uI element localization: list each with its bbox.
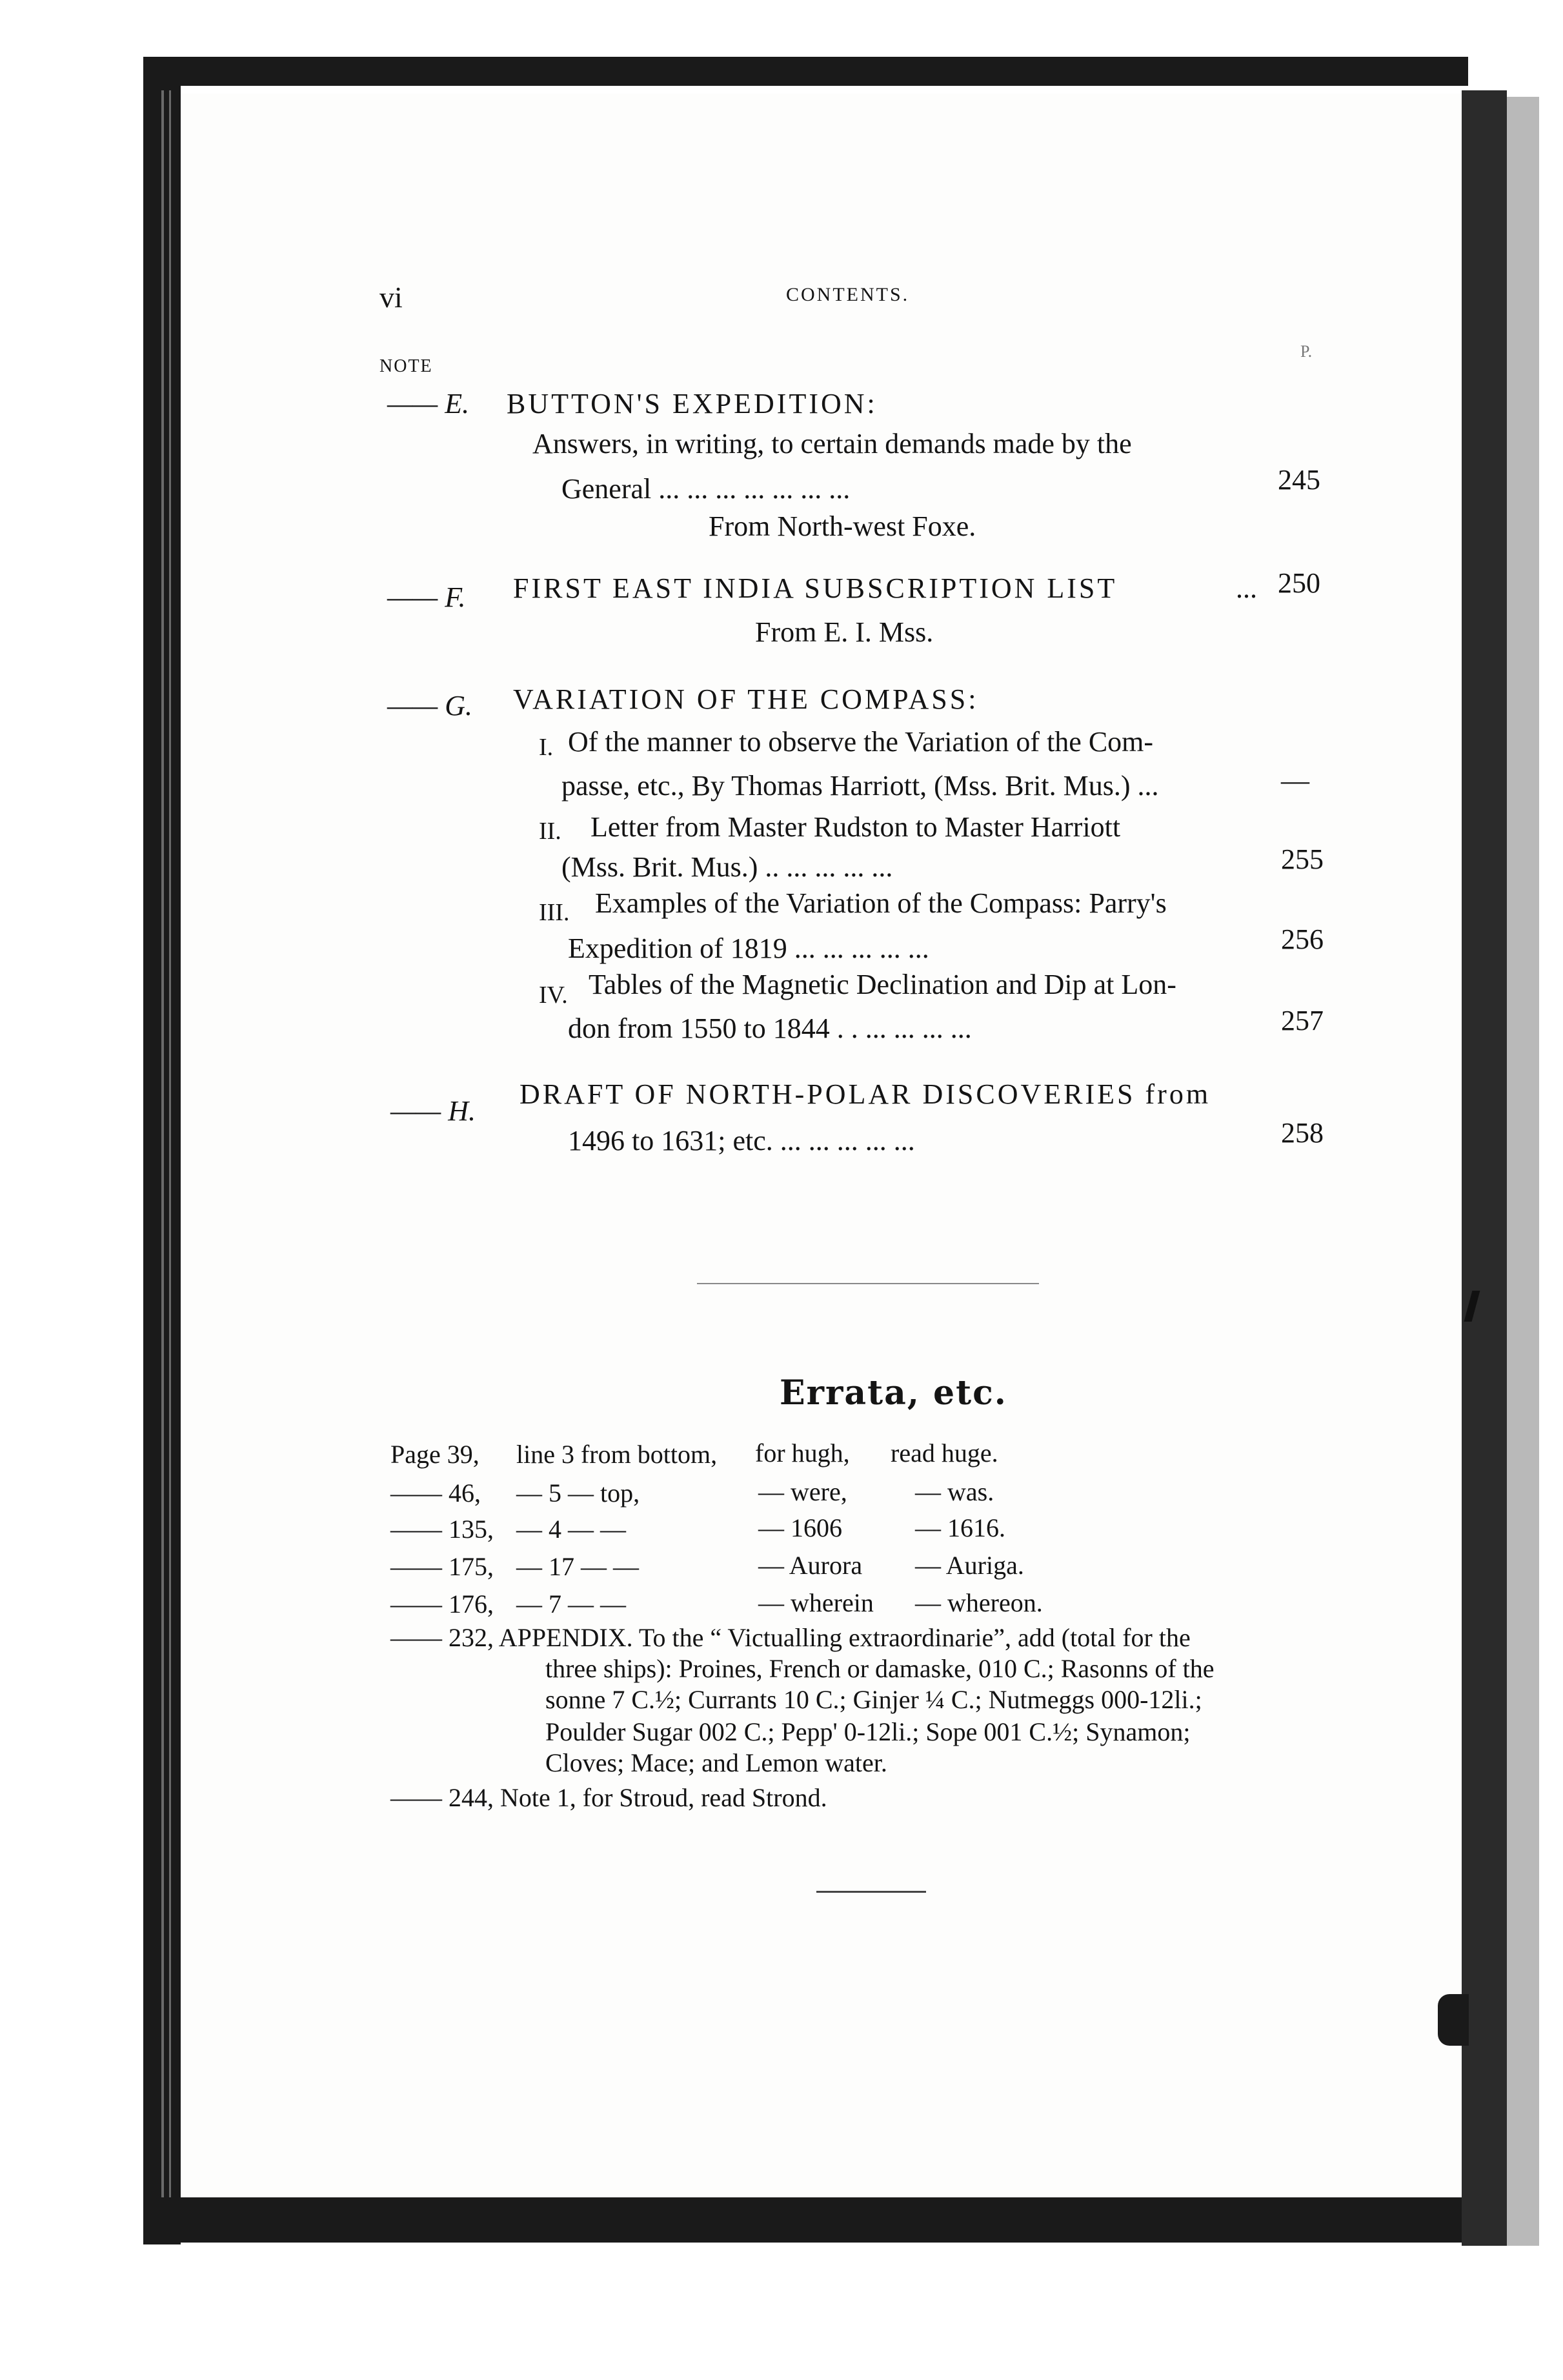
running-title: CONTENTS. bbox=[786, 284, 910, 305]
note-g-item3-num: III. bbox=[539, 899, 570, 926]
errata-row-line: — 4 — — bbox=[516, 1515, 626, 1544]
note-g-item3-line2: Expedition of 1819 ... ... ... ... ... bbox=[568, 933, 929, 964]
note-f-source: From E. I. Mss. bbox=[755, 616, 934, 648]
note-g-item1-num: I. bbox=[539, 734, 554, 761]
note-f-page: 250 bbox=[1278, 567, 1320, 599]
errata-last-line: —— 244, Note 1, for Stroud, read Strond. bbox=[390, 1783, 827, 1812]
note-e-source: From North-west Foxe. bbox=[709, 510, 976, 542]
scan-frame-bottom bbox=[143, 2197, 1473, 2243]
note-h-marker: —— H. bbox=[390, 1095, 476, 1127]
note-g-item2-page: 255 bbox=[1281, 843, 1324, 875]
section-divider bbox=[697, 1283, 1039, 1284]
errata-row-page: —— 175, bbox=[390, 1552, 494, 1581]
note-g-item4-num: IV. bbox=[539, 982, 568, 1009]
errata-row-read: — 1616. bbox=[915, 1513, 1005, 1542]
errata-appendix-line: three ships): Proines, French or damaske, 010 C.; Rasonns of the bbox=[545, 1654, 1215, 1683]
right-page-shadow bbox=[1507, 97, 1539, 2246]
errata-row-page: —— 46, bbox=[390, 1478, 481, 1508]
errata-appendix-line: sonne 7 C.½; Currants 10 C.; Ginjer ¼ C.; Nutmeggs 000-12li.; bbox=[545, 1685, 1202, 1714]
column-page-label: P. bbox=[1300, 342, 1313, 361]
errata-row-read: read huge. bbox=[891, 1438, 998, 1467]
errata-heading: Errata, etc. bbox=[780, 1373, 1007, 1413]
note-g-item1-page: — bbox=[1281, 765, 1309, 796]
errata-appendix-line: —— 232, APPENDIX. To the “ Victualling extraordinarie”, add (total for the bbox=[390, 1623, 1191, 1652]
scan-mark bbox=[1438, 1994, 1469, 2046]
errata-row-read: — whereon. bbox=[915, 1588, 1043, 1617]
note-e-line2: General ... ... ... ... ... ... ... bbox=[561, 473, 851, 505]
errata-row-page: Page 39, bbox=[390, 1440, 479, 1469]
note-g-item1-line1: Of the manner to observe the Variation of the Com- bbox=[568, 726, 1154, 758]
errata-row-line: line 3 from bottom, bbox=[516, 1440, 718, 1469]
page-stack-line bbox=[169, 90, 171, 2239]
errata-row-line: — 7 — — bbox=[516, 1589, 626, 1619]
note-g-title: VARIATION OF THE COMPASS: bbox=[513, 683, 979, 715]
errata-appendix-line: Poulder Sugar 002 C.; Pepp' 0-12li.; Sope 001 C.½; Synamon; bbox=[545, 1717, 1191, 1746]
note-g-item4-page: 257 bbox=[1281, 1005, 1324, 1036]
note-g-item1-line2: passe, etc., By Thomas Harriott, (Mss. Brit. Mus.) ... bbox=[561, 770, 1159, 802]
note-f-leader: ... bbox=[1236, 572, 1257, 604]
note-g-item4-line2: don from 1550 to 1844 . . ... ... ... ... bbox=[568, 1013, 972, 1044]
closing-rule bbox=[816, 1891, 926, 1893]
note-h-page: 258 bbox=[1281, 1117, 1324, 1149]
note-g-item2-line2: (Mss. Brit. Mus.) .. ... ... ... ... bbox=[561, 851, 893, 883]
errata-row-page: —— 135, bbox=[390, 1515, 494, 1544]
note-g-item3-page: 256 bbox=[1281, 923, 1324, 955]
errata-row-read: — Auriga. bbox=[915, 1551, 1024, 1580]
errata-row-line: — 5 — top, bbox=[516, 1478, 640, 1508]
scan-frame-top bbox=[145, 57, 1468, 86]
note-e-line1: Answers, in writing, to certain demands made by the bbox=[532, 428, 1132, 459]
page-stack-line bbox=[161, 90, 164, 2239]
note-f-marker: —— F. bbox=[387, 581, 466, 613]
note-g-marker: —— G. bbox=[387, 690, 473, 721]
note-e-page: 245 bbox=[1278, 464, 1320, 496]
errata-row-for: — wherein bbox=[758, 1588, 874, 1617]
note-g-item2-line1: Letter from Master Rudston to Master Harriott bbox=[590, 811, 1121, 843]
note-h-title: DRAFT OF NORTH-POLAR DISCOVERIES from bbox=[519, 1078, 1211, 1110]
note-g-item2-num: II. bbox=[539, 818, 561, 845]
errata-row-read: — was. bbox=[915, 1477, 994, 1506]
note-h-line2: 1496 to 1631; etc. ... ... ... ... ... bbox=[568, 1125, 915, 1156]
note-e-title: BUTTON'S EXPEDITION: bbox=[507, 388, 878, 419]
errata-row-for: — Aurora bbox=[758, 1551, 863, 1580]
note-f-title: FIRST EAST INDIA SUBSCRIPTION LIST bbox=[513, 572, 1118, 604]
errata-row-for: — 1606 bbox=[758, 1513, 842, 1542]
errata-row-for: — were, bbox=[758, 1477, 847, 1506]
right-page-edge bbox=[1462, 90, 1507, 2246]
note-e-marker: —— E. bbox=[387, 388, 470, 419]
errata-row-for: for hugh, bbox=[755, 1438, 850, 1467]
page-number: vi bbox=[379, 281, 403, 314]
errata-appendix-line: Cloves; Mace; and Lemon water. bbox=[545, 1748, 887, 1777]
errata-row-page: —— 176, bbox=[390, 1589, 494, 1619]
column-note-label: NOTE bbox=[379, 356, 433, 376]
note-g-item4-line1: Tables of the Magnetic Declination and Dip at Lon- bbox=[589, 969, 1176, 1000]
note-g-item3-line1: Examples of the Variation of the Compass: Parry's bbox=[595, 887, 1167, 919]
errata-row-line: — 17 — — bbox=[516, 1552, 639, 1581]
